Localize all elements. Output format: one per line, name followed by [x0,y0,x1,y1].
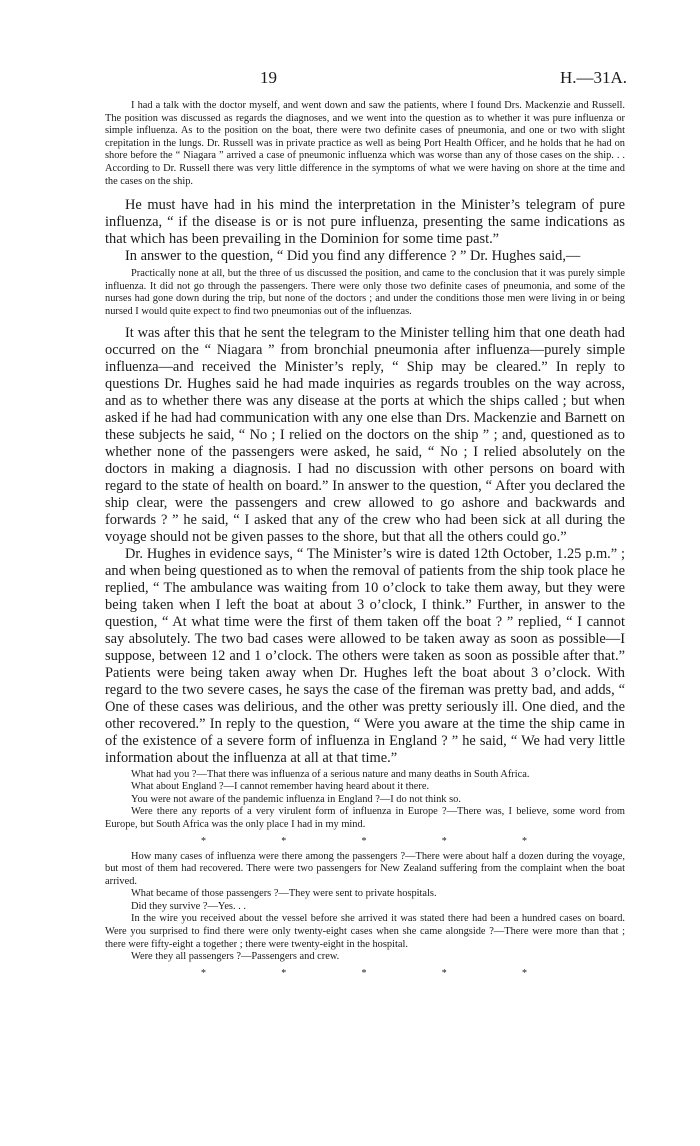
body-paragraph: It was after this that he sent the telegram to the Minister telling him that one death had occurred on the “ Niagara ” from bronchial pneumonia after influenza—purely simple influenza—and received the Minister’s reply, “ Ship may be cleared.” In reply to questions Dr. Hughes said he had made inquiries as regards troubles on the way across, and as to whether there was any disease at the ports at which the ships called ; but when asked if he had had communication with any one else than Drs. Mackenzie and Barnett on these subjects he said, “ No ; I relied on the doctors on the ship ” ; and, questioned as to whether none of the passengers were asked, he said, “ No ; I relied absolutely on the doctors in making a diagnosis. I had no discussion with other persons on board with regard to the state of health on board.” In answer to the question, “ After you declared the ship clear, were the passengers and crew allowed to go ashore and backwards and forwards ? ” he said, “ I asked that any of the crew who had been sick at all during the voyage should not be given passes to the shore, but that all the others could go.” [105,324,625,545]
star: * [201,967,206,979]
document-page [82,0,618,40]
star: * [281,835,287,847]
star: * [361,967,367,979]
quote-block-2 [105,268,625,318]
ellipsis-stars [105,967,625,980]
qa-block-1 [105,769,625,832]
qa-line: In the wire you received about the vessel before she arrived it was stated there had been a hundred cases on board. Were you surprised to find there were only twenty-eight cases when she came alongside ?—There were more than that ; there were fifty-eight a together ; there were twenty-eight in the hospital. [105,913,625,950]
body-paragraph: He must have had in his mind the interpretation in the Minister’s telegram of pure influenza, “ if the disease is or is not pure influenza, presenting the same indications as that which has been prevailing in the Dominion for some time past.” [105,197,625,248]
qa-line: Were there any reports of a very virulent form of influenza in Europe ?—There was, I believe, some word from Europe, but South Africa was the only place I had in my mind. [105,806,625,830]
star: * [441,835,447,847]
qa-line: You were not aware of the pandemic influenza in England ?—I do not think so. [131,793,461,805]
qa-block-2 [105,851,625,964]
document-body [105,100,625,980]
qa-line: How many cases of influenza were there among the passengers ?—There were about half a dozen during the voyage, but most of them had recovered. There were two passengers for New Zealand suffering from the complaint when the boat arrived. [105,850,625,887]
quote-block-1 [105,100,625,188]
quote-paragraph: Practically none at all, but the three of us discussed the position, and came to the conclusion that it was purely simple influenza. It did not go through the passengers. There were only those two definite cases of pneumonia, and some of the nurses had gone down during the trip, but none of the doctors ; and under the conditions those men were living in or being nursed I would quite expect to find two pneumonias out of the influenzas. [105,268,625,317]
star: * [281,967,287,979]
qa-line: Were they all passengers ?—Passengers and crew. [131,951,340,963]
qa-line: What became of those passengers ?—They were sent to private hospitals. [131,888,437,900]
star: * [522,967,527,979]
quote-paragraph: I had a talk with the doctor myself, and went down and saw the patients, where I found Drs. Mackenzie and Russell. The position was discussed as regards the diagnoses, and we went into the question as to whether it was pure influenza or simple influenza. As to the position on the boat, there were two definite cases of pneumonia, and one or two with slight crepitation in the lungs. Dr. Russell was in private practice as well as being Port Health Officer, and he holds that he had on shore before the “ Niagara ” arrived a case of pneumonic influenza which was worse than any of those cases on the ship. . . According to Dr. Russell there was very little difference in the symptoms of what we were having on shore at the time and the cases on the ship. [105,100,625,187]
star: * [441,967,447,979]
ellipsis-stars [105,835,625,848]
qa-line: What about England ?—I cannot remember having heard about it there. [131,781,430,793]
qa-line: Did they survive ?—Yes. . . [131,900,246,912]
page-number: 19 [260,68,277,87]
star: * [201,835,206,847]
body-paragraph: Dr. Hughes in evidence says, “ The Minister’s wire is dated 12th October, 1.25 p.m.” ; and when being questioned as to when the removal of patients from the ship took place he replied, “ The ambulance was waiting from 10 o’clock to take them away, but they were being taken when I left the boat at about 3 o’clock, I think.” Further, in answer to the question, “ At what time were the first of them taken off the boat ? ” replied, “ I cannot say absolutely. The two bad cases were allowed to be taken away as soon as possible—I suppose, between 12 and 1 o’clock. The others were taken as soon as possible after that.” Patients were being taken away when Dr. Hughes left the boat about 3 o’clock. With regard to the two severe cases, he says the case of the fireman was pretty bad, and adds, “ One of these cases was delirious, and the other was pretty seriously ill. One died, and the other recovered.” In reply to the question, “ Were you aware at the time the ship came in of the existence of a severe form of influenza in England ? ” he said, “ We had very little information about the influenza at all at that time.” [105,545,625,766]
body-paragraph: In answer to the question, “ Did you find any difference ? ” Dr. Hughes said,— [125,248,581,265]
page-header [82,0,618,40]
star: * [522,835,527,847]
qa-line: What had you ?—That there was influenza of a serious nature and many deaths in South Africa. [131,768,530,780]
document-reference: H.—31A. [560,68,628,87]
star: * [361,835,367,847]
